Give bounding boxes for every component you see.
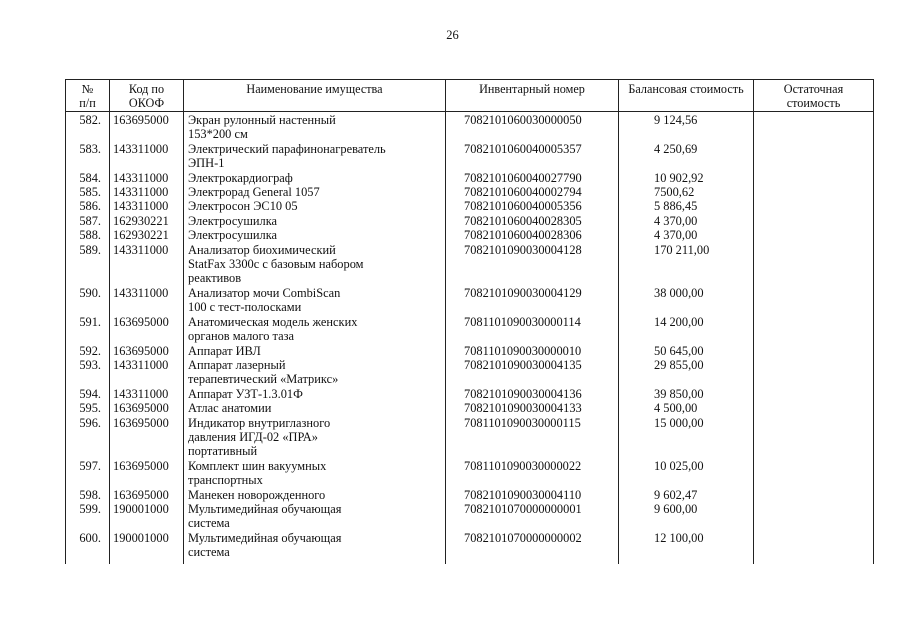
property-name <box>184 459 446 488</box>
row-number <box>66 185 110 199</box>
inventory-number-text: 7081101090030000115 <box>464 415 581 430</box>
inventory-number <box>446 315 619 344</box>
inventory-number <box>446 171 619 185</box>
okof-code-text: 190001000 <box>113 501 169 516</box>
inventory-number-text: 7081101090030000010 <box>464 343 582 358</box>
residual-value <box>754 243 874 286</box>
balance-value-text: 4 500,00 <box>654 401 698 416</box>
balance-value-text: 10 902,92 <box>654 170 704 185</box>
okof-code-text: 143311000 <box>113 242 169 257</box>
property-name <box>184 344 446 358</box>
inventory-number <box>446 401 619 415</box>
okof-code <box>110 199 184 213</box>
balance-value <box>619 315 754 344</box>
row-number-text: 596. <box>79 415 101 430</box>
property-name <box>184 315 446 344</box>
row-number <box>66 416 110 459</box>
table-row <box>66 286 874 315</box>
row-number-text: 586. <box>79 199 101 214</box>
residual-value <box>754 488 874 502</box>
balance-value <box>619 171 754 185</box>
inventory-number <box>446 228 619 242</box>
residual-value <box>754 459 874 488</box>
balance-value-text: 10 025,00 <box>654 458 704 473</box>
table-row <box>66 112 874 142</box>
inventory-number <box>446 142 619 171</box>
inventory-number <box>446 286 619 315</box>
okof-code-text: 163695000 <box>113 343 169 358</box>
okof-code-text: 163695000 <box>113 458 169 473</box>
row-number-text: 594. <box>79 386 101 401</box>
row-number <box>66 142 110 171</box>
balance-value-text: 4 370,00 <box>654 228 698 243</box>
property-name-text: Электросон ЭС10 05 <box>188 199 298 214</box>
residual-value <box>754 228 874 242</box>
header-balance: Балансовая стоимость <box>619 80 754 112</box>
residual-value <box>754 142 874 171</box>
table-row <box>66 315 874 344</box>
inventory-number <box>446 416 619 459</box>
okof-code <box>110 171 184 185</box>
okof-code <box>110 315 184 344</box>
row-number <box>66 387 110 401</box>
property-name-text: Атлас анатомии <box>188 401 272 416</box>
header-name: Наименование имущества <box>184 80 446 112</box>
property-name <box>184 387 446 401</box>
property-name <box>184 171 446 185</box>
row-number <box>66 401 110 415</box>
property-name-text: Экран рулонный настенный 153*200 см <box>188 113 336 142</box>
inventory-number <box>446 344 619 358</box>
row-number-text: 585. <box>79 185 101 200</box>
property-name-text: Электрорад General 1057 <box>188 185 320 200</box>
property-name-text: Анатомическая модель женских органов малого таза <box>188 314 358 344</box>
balance-value <box>619 488 754 502</box>
balance-value <box>619 142 754 171</box>
inventory-number-text: 7082101090030004135 <box>464 357 582 372</box>
inventory-number <box>446 243 619 286</box>
page-number: 26 <box>446 28 459 42</box>
row-number <box>66 228 110 242</box>
row-number-text: 598. <box>79 487 101 502</box>
row-number-text: 599. <box>79 501 101 516</box>
row-number <box>66 459 110 488</box>
row-number <box>66 286 110 315</box>
residual-value <box>754 344 874 358</box>
header-num: № п/п <box>66 80 110 112</box>
row-number-text: 591. <box>79 314 101 329</box>
row-number <box>66 199 110 213</box>
balance-value <box>619 416 754 459</box>
balance-value-text: 50 645,00 <box>654 343 704 358</box>
row-number-text: 592. <box>79 343 101 358</box>
row-number-text: 590. <box>79 285 101 300</box>
row-number-text: 597. <box>79 458 101 473</box>
property-name-text: Электросушилка <box>188 213 278 228</box>
okof-code <box>110 358 184 387</box>
okof-code-text: 163695000 <box>113 113 169 127</box>
property-name-text: Аппарат ИВЛ <box>188 343 261 358</box>
balance-value-text: 14 200,00 <box>654 314 704 329</box>
property-name <box>184 401 446 415</box>
row-number <box>66 358 110 387</box>
okof-code-text: 143311000 <box>113 170 169 185</box>
table-row <box>66 344 874 358</box>
property-name <box>184 214 446 228</box>
okof-code <box>110 416 184 459</box>
balance-value-text: 4 370,00 <box>654 213 698 228</box>
inventory-number <box>446 502 619 531</box>
okof-code-text: 143311000 <box>113 141 169 156</box>
row-number <box>66 243 110 286</box>
okof-code <box>110 214 184 228</box>
balance-value <box>619 228 754 242</box>
row-number-text: 584. <box>79 170 101 185</box>
property-name-text: Анализатор биохимический StatFax 3300c с базовым набором реактивов <box>188 242 364 286</box>
balance-value-text: 170 211,00 <box>654 242 710 257</box>
okof-code <box>110 228 184 242</box>
row-number-text: 587. <box>79 213 101 228</box>
table-row <box>66 228 874 242</box>
okof-code-text: 163695000 <box>113 314 169 329</box>
row-number-text: 595. <box>79 401 101 416</box>
balance-value-text: 7500,62 <box>654 185 695 200</box>
row-number <box>66 214 110 228</box>
balance-value <box>619 185 754 199</box>
inventory-number-text: 7082101090030004128 <box>464 242 582 257</box>
okof-code-text: 163695000 <box>113 487 169 502</box>
balance-value-text: 4 250,69 <box>654 141 698 156</box>
balance-value <box>619 358 754 387</box>
inventory-number-text: 7082101070000000001 <box>464 501 582 516</box>
okof-code-text: 143311000 <box>113 357 169 372</box>
inventory-number <box>446 459 619 488</box>
okof-code <box>110 142 184 171</box>
residual-value <box>754 531 874 564</box>
inventory-number-text: 7082101060040028305 <box>464 213 582 228</box>
residual-value <box>754 358 874 387</box>
residual-value <box>754 502 874 531</box>
table-row <box>66 214 874 228</box>
row-number-text: 583. <box>79 141 101 156</box>
inventory-number-text: 7082101070000000002 <box>464 530 582 545</box>
okof-code-text: 163695000 <box>113 401 169 416</box>
property-name-text: Аппарат лазерный терапевтический «Матрикс» <box>188 357 339 387</box>
header-residual: Остаточная стоимость <box>754 80 874 112</box>
residual-value <box>754 401 874 415</box>
property-name <box>184 112 446 142</box>
table-body <box>66 112 874 564</box>
inventory-number-text: 7082101060040027790 <box>464 170 582 185</box>
row-number <box>66 344 110 358</box>
balance-value <box>619 112 754 142</box>
residual-value <box>754 315 874 344</box>
inventory-number-text: 7082101060040028306 <box>464 228 582 243</box>
table-row <box>66 488 874 502</box>
okof-code <box>110 243 184 286</box>
property-name <box>184 488 446 502</box>
residual-value <box>754 416 874 459</box>
balance-value <box>619 243 754 286</box>
okof-code-text: 162930221 <box>113 213 169 228</box>
residual-value <box>754 387 874 401</box>
inventory-number <box>446 358 619 387</box>
inventory-number-text: 7082101060040005356 <box>464 199 582 214</box>
row-number <box>66 502 110 531</box>
row-number-text: 589. <box>79 242 101 257</box>
balance-value-text: 9 602,47 <box>654 487 698 502</box>
okof-code <box>110 488 184 502</box>
okof-code <box>110 286 184 315</box>
inventory-number-text: 7082101060040005357 <box>464 141 582 156</box>
balance-value-text: 12 100,00 <box>654 530 704 545</box>
balance-value <box>619 199 754 213</box>
okof-code-text: 143311000 <box>113 285 169 300</box>
inventory-number <box>446 387 619 401</box>
okof-code <box>110 502 184 531</box>
table-row <box>66 401 874 415</box>
okof-code-text: 190001000 <box>113 530 169 545</box>
inventory-number <box>446 488 619 502</box>
property-name-text: Электрокардиограф <box>188 170 293 185</box>
inventory-number <box>446 185 619 199</box>
okof-code-text: 143311000 <box>113 386 169 401</box>
okof-code <box>110 401 184 415</box>
property-name-text: Электросушилка <box>188 228 278 243</box>
row-number <box>66 112 110 142</box>
okof-code <box>110 459 184 488</box>
balance-value-text: 38 000,00 <box>654 285 704 300</box>
table-row <box>66 416 874 459</box>
property-name <box>184 243 446 286</box>
table-row <box>66 358 874 387</box>
balance-value <box>619 531 754 564</box>
residual-value <box>754 199 874 213</box>
table-row <box>66 459 874 488</box>
residual-value <box>754 112 874 142</box>
table-row <box>66 142 874 171</box>
residual-value <box>754 214 874 228</box>
balance-value-text: 15 000,00 <box>654 415 704 430</box>
balance-value-text: 5 886,45 <box>654 199 698 214</box>
property-name <box>184 502 446 531</box>
inventory-number-text: 7081101090030000114 <box>464 314 581 329</box>
okof-code-text: 143311000 <box>113 199 169 214</box>
inventory-number-text: 7082101060040002794 <box>464 185 582 200</box>
row-number <box>66 315 110 344</box>
balance-value-text: 39 850,00 <box>654 386 704 401</box>
balance-value <box>619 214 754 228</box>
okof-code-text: 143311000 <box>113 185 169 200</box>
table-row <box>66 185 874 199</box>
balance-value <box>619 387 754 401</box>
balance-value <box>619 401 754 415</box>
property-name <box>184 142 446 171</box>
balance-value <box>619 286 754 315</box>
row-number-text: 600. <box>79 530 101 545</box>
row-number-text: 593. <box>79 357 101 372</box>
inventory-number-text: 7082101090030004110 <box>464 487 582 502</box>
row-number <box>66 488 110 502</box>
row-number-text: 582. <box>79 113 101 127</box>
property-name-text: Анализатор мочи CombiScan 100 с тест-полосками <box>188 285 341 315</box>
okof-code <box>110 112 184 142</box>
property-name <box>184 416 446 459</box>
row-number <box>66 171 110 185</box>
table-row <box>66 171 874 185</box>
balance-value-text: 29 855,00 <box>654 357 704 372</box>
table-row <box>66 243 874 286</box>
row-number-text: 588. <box>79 228 101 243</box>
okof-code-text: 163695000 <box>113 415 169 430</box>
inventory-number <box>446 214 619 228</box>
property-name <box>184 531 446 564</box>
residual-value <box>754 171 874 185</box>
inventory-number-text: 7082101090030004129 <box>464 285 582 300</box>
property-name <box>184 185 446 199</box>
property-name-text: Комплект шин вакуумных транспортных <box>188 458 327 488</box>
table-row <box>66 199 874 213</box>
inventory-number-text: 7082101060030000050 <box>464 113 582 127</box>
property-name-text: Аппарат УЗТ-1.3.01Ф <box>188 386 303 401</box>
balance-value-text: 9 124,56 <box>654 113 698 127</box>
inventory-number <box>446 112 619 142</box>
inventory-number-text: 7081101090030000022 <box>464 458 582 473</box>
inventory-number-text: 7082101090030004136 <box>464 386 582 401</box>
balance-value-text: 9 600,00 <box>654 501 698 516</box>
property-name <box>184 199 446 213</box>
header-inventory: Инвентарный номер <box>446 80 619 112</box>
row-number <box>66 531 110 564</box>
inventory-number-text: 7082101090030004133 <box>464 401 582 416</box>
balance-value <box>619 344 754 358</box>
inventory-number <box>446 199 619 213</box>
property-name-text: Электрический парафинонагреватель ЭПН-1 <box>188 141 386 171</box>
inventory-number <box>446 531 619 564</box>
okof-code <box>110 387 184 401</box>
property-name-text: Манекен новорожденного <box>188 487 326 502</box>
okof-code <box>110 185 184 199</box>
property-name <box>184 286 446 315</box>
header-okof: Код по ОКОФ <box>110 80 184 112</box>
property-name <box>184 358 446 387</box>
table-header-row <box>66 80 874 112</box>
okof-code <box>110 344 184 358</box>
table-row <box>66 531 874 564</box>
okof-code <box>110 531 184 564</box>
property-name <box>184 228 446 242</box>
table-row <box>66 502 874 531</box>
property-name-text: Индикатор внутриглазного давления ИГД-02 «ПРА» портативный <box>188 415 331 459</box>
property-name-text: Мультимедийная обучающая система <box>188 501 342 531</box>
balance-value <box>619 459 754 488</box>
balance-value <box>619 502 754 531</box>
table-row <box>66 387 874 401</box>
property-table <box>65 79 874 564</box>
property-name-text: Мультимедийная обучающая система <box>188 530 342 560</box>
residual-value <box>754 286 874 315</box>
okof-code-text: 162930221 <box>113 228 169 243</box>
residual-value <box>754 185 874 199</box>
